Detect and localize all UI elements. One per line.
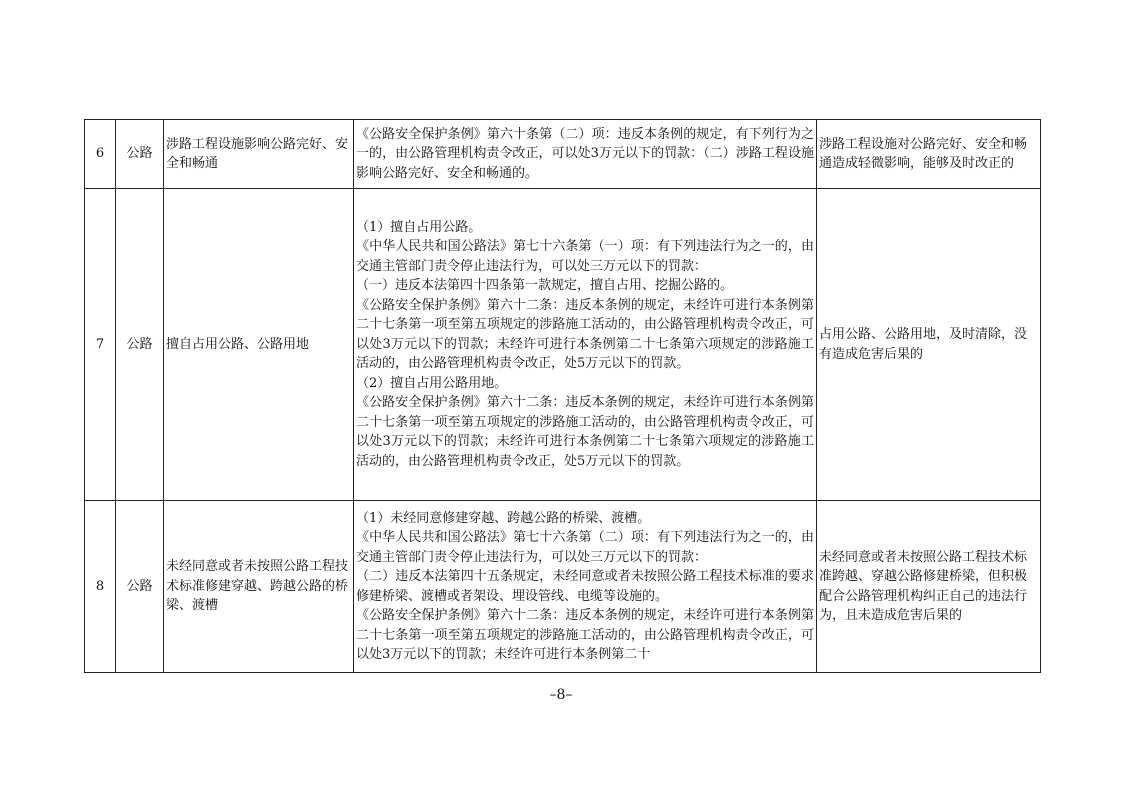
table-row (85, 189, 1041, 501)
row-legal-basis (354, 120, 817, 189)
row-category: 公路 (116, 120, 164, 189)
page-number: –8– (549, 687, 573, 703)
legal-basis-line: （2）擅自占用公路用地。 (356, 375, 508, 391)
row-violation: 未经同意或者未按照公路工程技术标准修建穿越、跨越公路的桥梁、渡槽 (164, 501, 354, 673)
legal-basis-line: 《公路安全保护条例》第六十二条：违反本条例的规定，未经许可进行本条例第二十七条第一项至第五项规定的涉路施工活动的，由公路管理机构责令改正，可以处3万元以下的罚款；未经许可进行本条例第二十七条第六项规定的涉路施工活动的，由公路管理机构责令改正，处5万元以下的罚款。 (356, 395, 814, 469)
legal-basis-line: 《公路安全保护条例》第六十条第（二）项：违反本条例的规定，有下列行为之一的，由公路管理机构责令改正，可以处3万元以下的罚款：（二）涉路工程设施影响公路完好、安全和畅通的。 (356, 126, 814, 181)
legal-basis-line: （1）未经同意修建穿越、跨越公路的桥梁、渡槽。 (356, 510, 651, 526)
row-legal-basis (354, 189, 817, 501)
table-row (85, 501, 1041, 673)
legal-basis-line: 《公路安全保护条例》第六十二条：违反本条例的规定，未经许可进行本条例第二十七条第一项至第五项规定的涉路施工活动的，由公路管理机构责令改正，可以处3万元以下的罚款；未经许可进行本条例第二十 (356, 608, 814, 662)
row-violation: 擅自占用公路、公路用地 (164, 189, 354, 501)
row-number: 7 (85, 189, 116, 501)
row-violation: 涉路工程设施影响公路完好、安全和畅通 (164, 120, 354, 189)
row-category: 公路 (116, 501, 164, 673)
legal-basis-line: 《公路安全保护条例》第六十二条：违反本条例的规定，未经许可进行本条例第二十七条第一项至第五项规定的涉路施工活动的，由公路管理机构责令改正，可以处3万元以下的罚款；未经许可进行本条例第二十七条第六项规定的涉路施工活动的，由公路管理机构责令改正，处5万元以下的罚款。 (356, 297, 814, 372)
row-condition: 占用公路、公路用地，及时清除，没有造成危害后果的 (817, 189, 1041, 501)
legal-basis-line: （1）擅自占用公路。 (356, 219, 482, 235)
legal-basis-line: （二）违反本法第四十五条规定，未经同意或者未按照公路工程技术标准的要求修建桥梁、渡槽或者架设、埋设管线、电缆等设施的。 (356, 569, 814, 604)
table-row (85, 120, 1041, 189)
row-legal-basis (354, 501, 817, 673)
row-category: 公路 (116, 189, 164, 501)
row-number: 8 (85, 501, 116, 673)
legal-basis-line: 《中华人民共和国公路法》第七十六条第（二）项：有下列违法行为之一的，由交通主管部门责令停止违法行为，可以处三万元以下的罚款： (356, 530, 814, 565)
legal-basis-line: （一）违反本法第四十四条第一款规定，擅自占用、挖掘公路的。 (356, 278, 734, 294)
penalty-table (84, 119, 1041, 673)
row-condition: 未经同意或者未按照公路工程技术标准跨越、穿越公路修建桥梁，但积极配合公路管理机构纠正自己的违法行为，且未造成危害后果的 (817, 501, 1041, 673)
legal-basis-line: 《中华人民共和国公路法》第七十六条第（一）项：有下列违法行为之一的，由交通主管部门责令停止违法行为，可以处三万元以下的罚款： (356, 239, 814, 274)
row-condition: 涉路工程设施对公路完好、安全和畅通造成轻微影响，能够及时改正的 (817, 120, 1041, 189)
row-number: 6 (85, 120, 116, 189)
